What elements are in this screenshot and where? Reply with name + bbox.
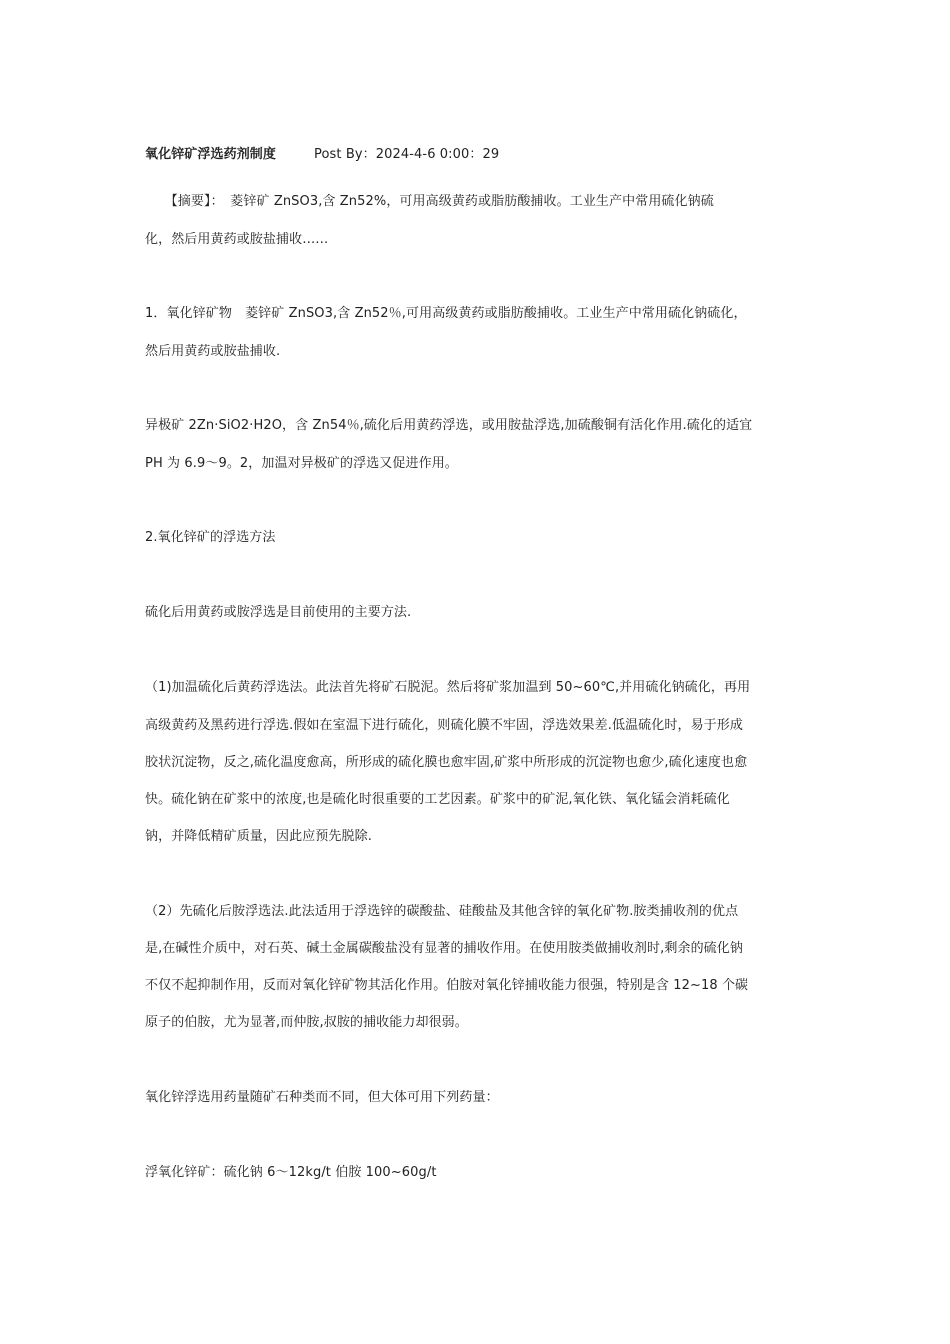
paragraph-1-line-2: 然后用黄药或胺盐捕收. xyxy=(145,344,281,359)
paragraph-2-line-1: 异极矿 2Zn·SiO2·H2O，含 Zn54％,硫化后用黄药浮选，或用胺盐浮选,加硫酸铜有活化作用.硫化的适宜 xyxy=(145,418,753,433)
paragraph-4-line-4: 快。硫化钠在矿浆中的浓度,也是硫化时很重要的工艺因素。矿浆中的矿泥,氧化铁、氧化锰会消耗硫化 xyxy=(145,792,730,807)
paragraph-5-line-1: （2）先硫化后胺浮选法.此法适用于浮选锌的碳酸盐、硅酸盐及其他含锌的氧化矿物.胺类捕收剂的优点 xyxy=(145,904,739,919)
paragraph-6-line-1: 氧化锌浮选用药量随矿石种类而不同，但大体可用下列药量： xyxy=(145,1090,499,1105)
document-title: 氧化锌矿浮选药剂制度 xyxy=(145,147,277,162)
abstract-line-1: 【摘要】： 菱锌矿 ZnSO3,含 Zn52%，可用高级黄药或脂肪酸捕收。工业生产中常用硫化钠硫 xyxy=(145,194,714,209)
paragraph-5-line-3: 不仅不起抑制作用，反而对氧化锌矿物其活化作用。伯胺对氧化锌捕收能力很强，特别是含 12~18 个碳 xyxy=(145,978,749,993)
abstract-line-2: 化，然后用黄药或胺盐捕收…… xyxy=(145,232,329,247)
paragraph-5-line-4: 原子的伯胺，尤为显著,而仲胺,叔胺的捕收能力却很弱。 xyxy=(145,1015,468,1030)
paragraph-4-line-1: （1)加温硫化后黄药浮选法。此法首先将矿石脱泥。然后将矿浆加温到 50~60℃,并用硫化钠硫化，再用 xyxy=(145,680,751,695)
paragraph-4-line-2: 高级黄药及黑药进行浮选.假如在室温下进行硫化，则硫化膜不牢固，浮选效果差.低温硫化时，易于形成 xyxy=(145,718,743,733)
paragraph-4-line-3: 胶状沉淀物，反之,硫化温度愈高，所形成的硫化膜也愈牢固,矿浆中所形成的沉淀物也愈少,硫化速度也愈 xyxy=(145,755,748,770)
paragraph-5-line-2: 是,在碱性介质中，对石英、碱土金属碳酸盐没有显著的捕收作用。在使用胺类做捕收剂时,剩余的硫化钠 xyxy=(145,941,743,956)
paragraph-1-line-1: 1．氧化锌矿物 菱锌矿 ZnSO3,含 Zn52％,可用高级黄药或脂肪酸捕收。工业生产中常用硫化钠硫化， xyxy=(145,306,747,321)
document-header xyxy=(145,146,499,164)
paragraph-7-line-1: 浮氧化锌矿：硫化钠 6～12kg/t 伯胺 100~60g/t xyxy=(145,1165,437,1180)
section-heading: 2.氧化锌矿的浮选方法 xyxy=(145,530,276,545)
paragraph-3-line-1: 硫化后用黄药或胺浮选是目前使用的主要方法. xyxy=(145,605,412,620)
paragraph-2-line-2: PH 为 6.9～9。2，加温对异极矿的浮选又促进作用。 xyxy=(145,456,458,471)
post-date: Post By：2024-4-6 0:00：29 xyxy=(314,147,500,162)
paragraph-4-line-5: 钠，并降低精矿质量，因此应预先脱除. xyxy=(145,829,372,844)
